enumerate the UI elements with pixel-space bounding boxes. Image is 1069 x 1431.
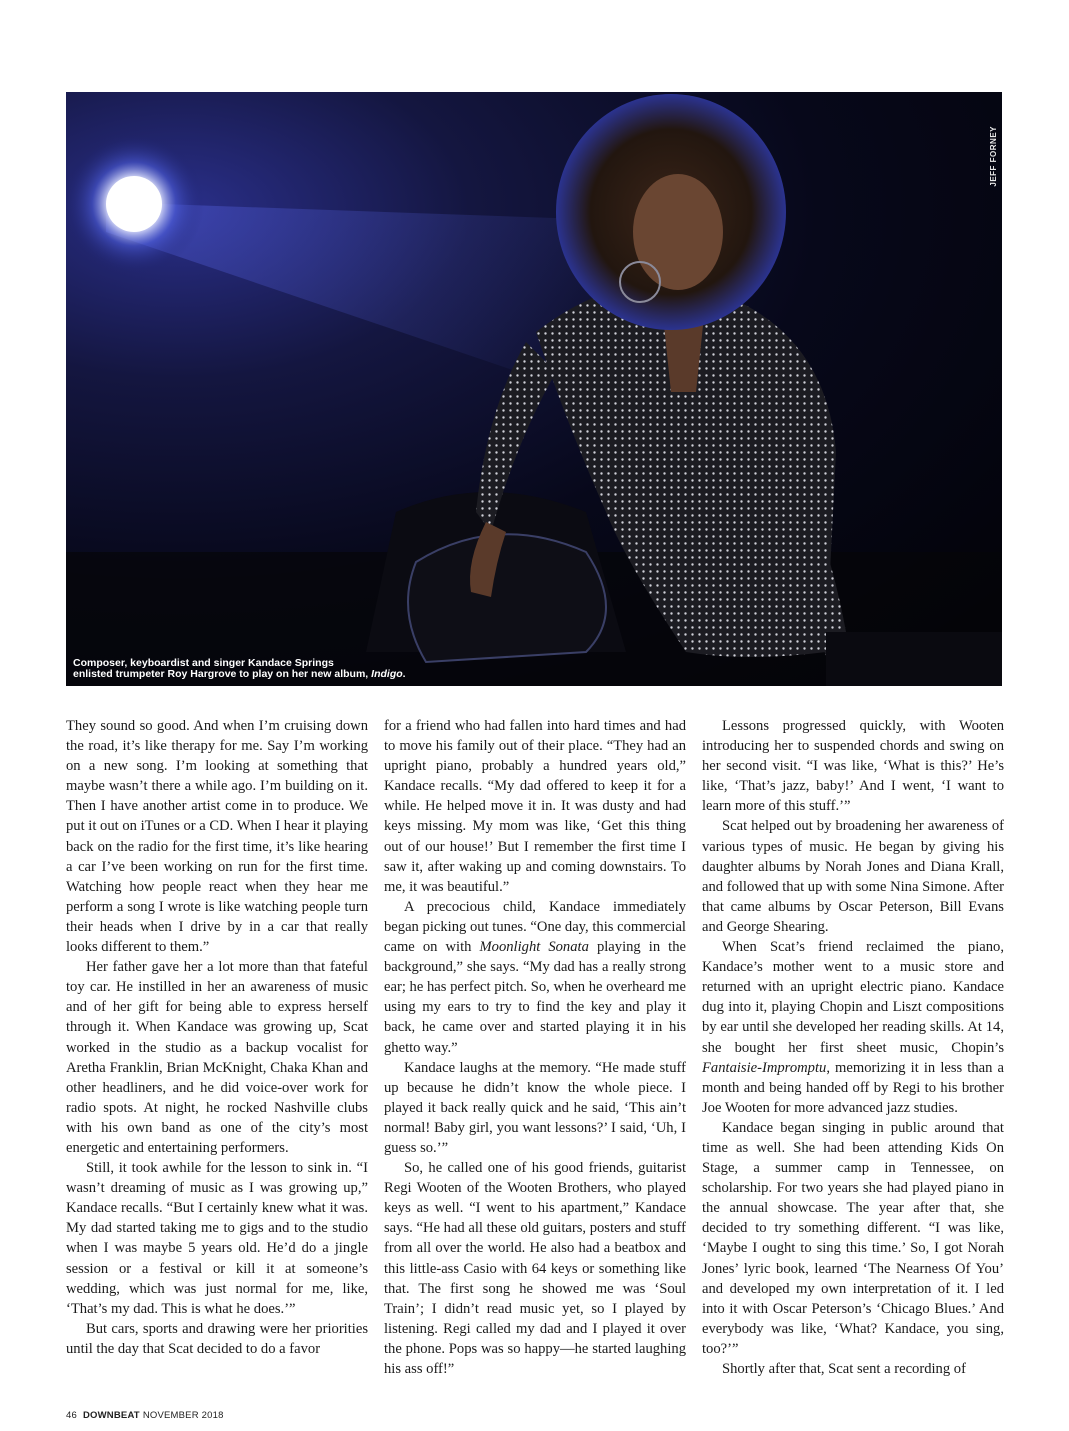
lamp-bulb — [106, 176, 162, 232]
feature-photo — [66, 92, 1002, 686]
caption-line-2 — [73, 669, 406, 680]
column-2 — [384, 716, 686, 1377]
paragraph-text: , memorizing it in less than a month and being handed off by Regi to his brother Joe Wooten for more advanced jazz studies. — [702, 1059, 1004, 1116]
paragraph-text: A precocious child, Kandace immediately began picking out tunes. “One day, this commercial came on with — [384, 898, 686, 956]
page-number: 46 — [66, 1410, 77, 1421]
paragraph — [384, 897, 686, 1058]
paragraph: Still, it took awhile for the lesson to sink in. “I wasn’t dreaming of music as I was growing up,” Kandace recalls. “But I certainly knew what it was. My dad started taking me to gigs and to the studio when I was maybe 5 years old. He’d do a jingle session or a festival or kill it at someone’s wedding, which was just normal for me, like, ‘That’s my dad. This is what he does.’” — [66, 1160, 368, 1317]
photo-caption — [73, 658, 406, 680]
work-title: Moonlight Sonata — [479, 939, 589, 956]
piano — [826, 632, 1002, 686]
paragraph-text: playing in the background,” she says. “My dad has a really strong ear; he has perfect pitch. So, when he overheard me using my ears to try to find the key and play it back, he came over and started playing it in his ghetto way.” — [384, 939, 686, 1056]
column-1 — [66, 716, 368, 1362]
paragraph: So, he called one of his good friends, guitarist Regi Wooten of the Wooten Brothers, who played keys as well. “I went to his apartment,” Kandace says. “He had all these old guitars, posters and stuff from all over the world. He also had a beatbox and this little-ass Casio with 64 keys or something like that. The first song he showed me was ‘Soul Train’; I didn’t read music yet, so I played by listening. Regi called my dad and I played it over the phone. Pops was so happy—he started laughing his ass off!” — [384, 1160, 686, 1377]
paragraph: Her father gave her a lot more than that fateful toy car. He instilled in her an awareness of music and of her gift for being able to express herself through it. When Kandace was growing up, Scat worked in the studio as a backup vocalist for Aretha Franklin, Brian McKnight, Chaka Khan and other headliners, and he did voice-over work for radio spots. At night, he rocked Nashville clubs with his own band as one of the city’s most energetic and entertaining performers. — [66, 959, 368, 1156]
issue-date: NOVEMBER 2018 — [142, 1410, 224, 1421]
caption-line-1: Composer, keyboardist and singer Kandace Springs — [73, 657, 334, 669]
caption-period: . — [402, 668, 406, 680]
paragraph: But cars, sports and drawing were her priorities until the day that Scat decided to do a favor — [66, 1320, 368, 1357]
magazine-name: DOWNBEAT — [82, 1410, 140, 1421]
paragraph: Shortly after that, Scat sent a recording of — [722, 1361, 966, 1377]
work-title: Fantaisie-Impromptu — [702, 1059, 827, 1076]
paragraph: Kandace began singing in public around that time as well. She had been attending Kids On Stage, a summer camp in Tennessee, on scholarship. For two years she had played piano in the annual showcase. The year after that, she decided to try something different. “I was like, ‘Maybe I ought to sing this time.’ So, I got Norah Jones’ lyric book, learned ‘The Nearness Of You’ and developed my own interpretation of it. I led into it with Oscar Peterson’s ‘Chicago Blues.’ And everybody was like, ‘What? Kandace, you sing, too?’” — [702, 1119, 1004, 1357]
caption-text: enlisted trumpeter Roy Hargrove to play on her new album, — [73, 668, 372, 680]
paragraph: Scat helped out by broadening her awareness of various types of music. He began by giving his daughter albums by Norah Jones and Diana Krall, and followed that up with some Nina Simone. After that came albums by Oscar Peterson, Bill Evans and George Shearing. — [702, 818, 1004, 935]
paragraph: Lessons progressed quickly, with Wooten introducing her to suspended chords and swing on her second visit. “I was like, ‘What is this?’ He’s like, ‘That’s jazz, baby!’ And I went, ‘I want to learn more of this stuff.’” — [702, 718, 1004, 815]
face — [633, 174, 723, 290]
paragraph — [702, 937, 1004, 1118]
paragraph-text: When Scat’s friend reclaimed the piano, Kandace’s mother went to a music store and returned with an upright electric piano. Kandace dug into it, playing Chopin and Liszt compositions by ear until she developed her reading skills. At 14, she bought her first sheet music, Chopin’s — [702, 939, 1004, 1056]
paragraph: Kandace laughs at the memory. “He made stuff up because he didn’t know the whole piece. I played it back really quick and he said, ‘This ain’t normal! Baby girl, you want lessons?’ I said, ‘Uh, I guess so.’” — [384, 1059, 686, 1156]
photo-illustration — [66, 92, 1002, 686]
paragraph: for a friend who had fallen into hard times and had to move his family out of their place. “They had an upright piano, probably a hundred years old,” Kandace recalls. “My dad offered to keep it for a while. He helped move it in. It was dusty and had keys missing. My mom was like, ‘Get this thing out of our house!’ But I remember the first time I saw it, after waking up and coming downstairs. To me, it was beautiful.” — [384, 718, 686, 895]
page-footer — [66, 1410, 224, 1421]
photo-credit: JEFF FORNEY — [989, 126, 998, 187]
article-body — [66, 716, 1004, 1377]
column-3 — [702, 716, 1004, 1377]
caption-album-title: Indigo — [371, 668, 403, 680]
leather-pants — [408, 534, 606, 662]
paragraph: They sound so good. And when I’m cruising down the road, it’s like therapy for me. Say I’m working on a new song. I’m looking at something that maybe wasn’t there a while ago. I’m building on it. Then I have another artist come in to produce. We put it out on iTunes or a CD. When I hear it playing back on the radio for the first time, it’s like hearing a car I’ve been working on run for the first time. Watching how people react when they hear me perform a song I wrote is like watching people turn their heads when I drive by in a car that really looks different to them.” — [66, 718, 368, 956]
